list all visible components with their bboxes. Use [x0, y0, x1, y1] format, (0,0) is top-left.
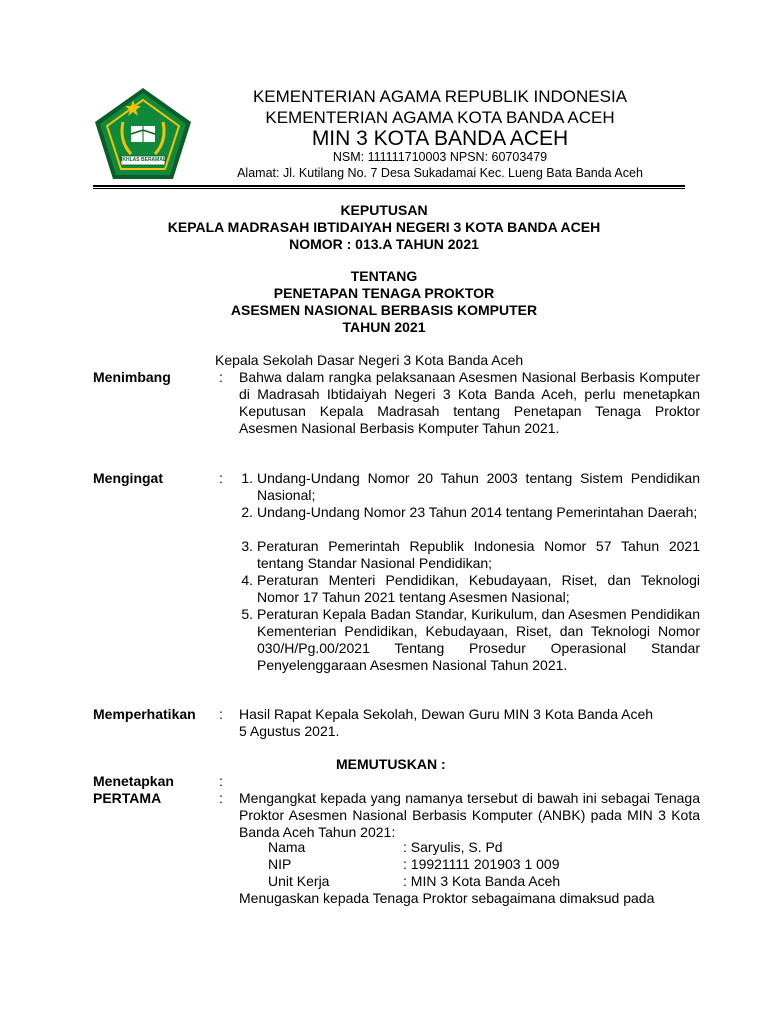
menimbang-text: Bahwa dalam rangka pelaksanaan Asesmen Nasional Berbasis Komputer di Madrasah Ibtidaiyah Negeri 3 Kota Banda Aceh, perlu menetapkan Keputusan Kepala Madrasah tentang Penetapan Tenaga Proktor Asesmen Nasional Berbasis Komputer Tahun 2021.	[239, 369, 700, 436]
mengingat-item-number: 3.	[241, 538, 253, 554]
mengingat-item-text: Peraturan Pemerintah Republik Indonesia Nomor 57 Tahun 2021 tentang Standar Nasional Pendidikan;	[257, 538, 700, 571]
menetapkan-colon: :	[219, 773, 223, 789]
mengingat-item-text: Undang-Undang Nomor 23 Tahun 2014 tentang Pemerintahan Daerah;	[257, 504, 698, 520]
ministry-city: KEMENTERIAN AGAMA KOTA BANDA ACEH	[265, 108, 615, 127]
header-rule	[93, 185, 685, 187]
mengingat-item-number: 1.	[241, 470, 253, 486]
pertama-after-text: Menugaskan kepada Tenaga Proktor sebagaimana dimaksud pada	[239, 890, 655, 906]
mengingat-colon: :	[219, 470, 223, 486]
mengingat-item-number: 2.	[241, 504, 253, 520]
doc-number: NOMOR : 013.A TAHUN 2021	[289, 236, 479, 252]
mengingat-item-number: 4.	[241, 572, 253, 588]
mengingat-item-text: Peraturan Kepala Badan Standar, Kurikulum, dan Asesmen Pendidikan Kementerian Pendidikan, Kebudayaan, Riset, dan Teknologi Nomor 030/H/Pg.00/2021 Tentang Prosedur Operasional Standar Penyelenggaraan Asesmen Nasional Tahun 2021.	[257, 606, 700, 673]
menetapkan-label: Menetapkan	[93, 773, 174, 789]
pertama-text: Mengangkat kepada yang namanya tersebut di bawah ini sebagai Tenaga Proktor Asesmen Nasional Berbasis Komputer (ANBK) pada MIN 3 Kota Banda Aceh Tahun 2021:	[239, 790, 700, 840]
mengingat-item-text: Peraturan Menteri Pendidikan, Kebudayaan, Riset, dan Teknologi Nomor 17 Tahun 2021 tentang Asesmen Nasional;	[257, 572, 700, 605]
menimbang-colon: :	[219, 369, 223, 385]
memperhatikan-line-1: Hasil Rapat Kepala Sekolah, Dewan Guru MIN 3 Kota Banda Aceh	[239, 706, 654, 722]
mengingat-item-text: Undang-Undang Nomor 20 Tahun 2003 tentang Sistem Pendidikan Nasional;	[257, 470, 700, 503]
memperhatikan-colon: :	[219, 706, 223, 722]
memperhatikan-line-2: 5 Agustus 2021.	[239, 723, 340, 739]
pertama-label: PERTAMA	[93, 790, 162, 806]
field-key-unit-kerja: Unit Kerja	[268, 873, 330, 889]
mengingat-label: Mengingat	[93, 470, 163, 486]
doc-subject-2: ASESMEN NASIONAL BERBASIS KOMPUTER	[230, 302, 538, 318]
ministry-name: KEMENTERIAN AGAMA REPUBLIK INDONESIA	[252, 87, 628, 106]
doc-type: KEPUTUSAN	[340, 202, 428, 218]
doc-subject-year: TAHUN 2021	[342, 319, 426, 335]
intro-line: Kepala Sekolah Dasar Negeri 3 Kota Banda Aceh	[215, 352, 524, 368]
doc-subject-1: PENETAPAN TENAGA PROKTOR	[273, 285, 495, 301]
memutuskan-heading: MEMUTUSKAN :	[336, 756, 446, 772]
field-key-nip: NIP	[268, 856, 292, 872]
pertama-colon: :	[219, 790, 223, 806]
menimbang-label: Menimbang	[93, 369, 171, 385]
school-address: Alamat: Jl. Kutilang No. 7 Desa Sukadamai Kec. Lueng Bata Banda Aceh	[237, 166, 643, 180]
header-rule-thin	[93, 188, 685, 189]
mengingat-item-number: 5.	[241, 606, 253, 622]
doc-issuer: KEPALA MADRASAH IBTIDAIYAH NEGERI 3 KOTA BANDA ACEH	[167, 219, 601, 235]
doc-tentang: TENTANG	[350, 268, 418, 284]
memperhatikan-label: Memperhatikan	[93, 706, 196, 722]
field-value-nama: : Saryulis, S. Pd	[403, 839, 503, 855]
logo-motto: IKHLAS BERAMAL	[121, 157, 166, 163]
field-key-nama: Nama	[268, 839, 306, 855]
kemenag-logo	[93, 86, 193, 181]
school-name: MIN 3 KOTA BANDA ACEH	[311, 127, 569, 150]
field-value-nip: : 19921111 201903 1 009	[403, 856, 560, 872]
school-ids: NSM: 111111710003 NPSN: 60703479	[332, 150, 548, 164]
field-value-unit-kerja: : MIN 3 Kota Banda Aceh	[403, 873, 561, 889]
